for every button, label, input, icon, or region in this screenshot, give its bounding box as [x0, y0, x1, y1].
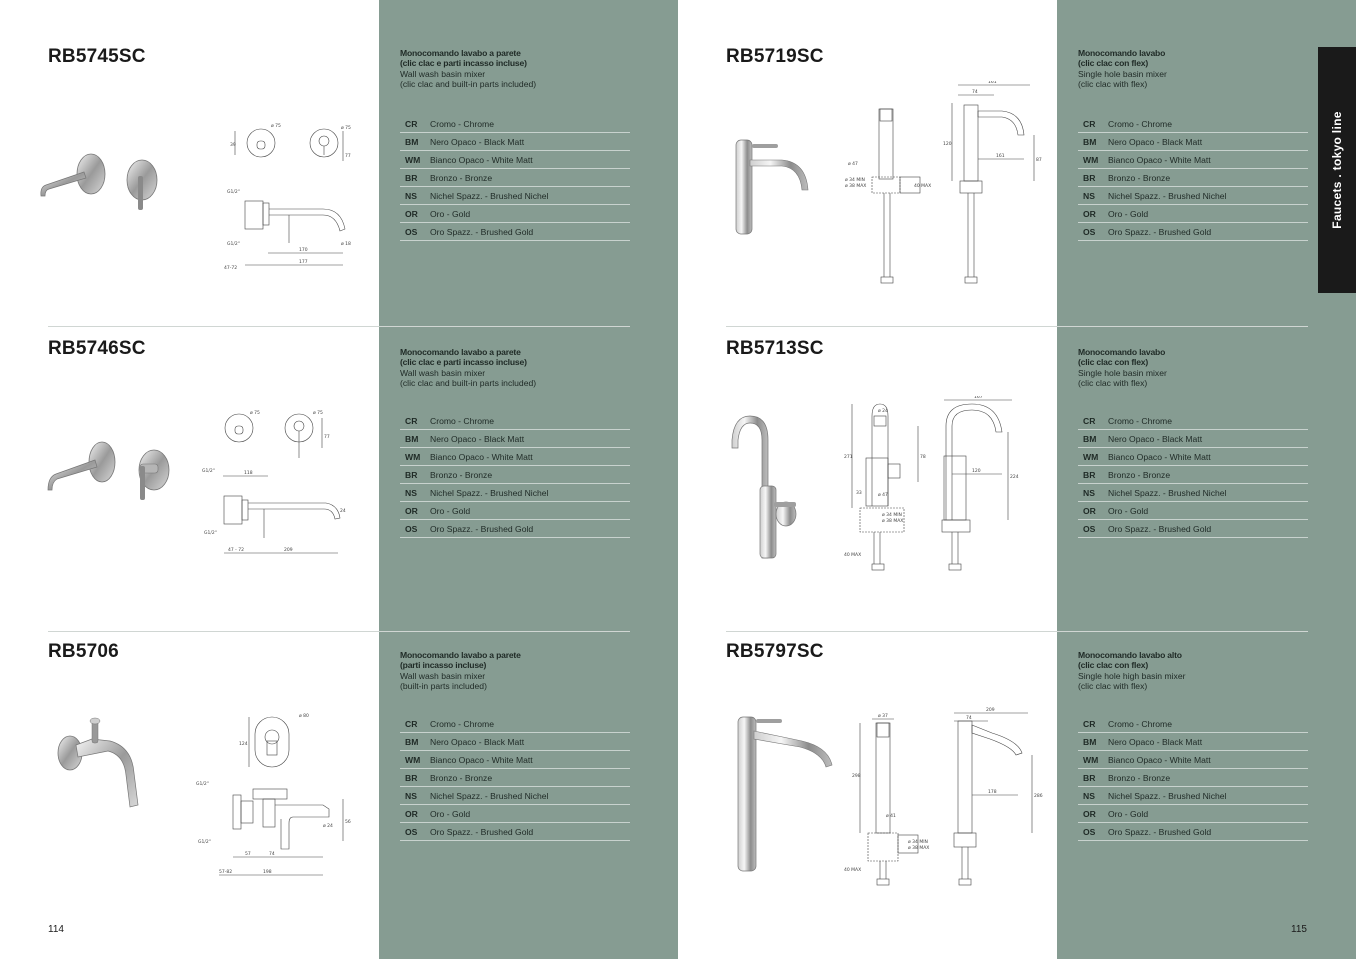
finish-list	[400, 715, 630, 841]
description-en-line1: Single hole basin mixer	[1078, 68, 1167, 79]
svg-text:124: 124	[239, 742, 248, 747]
finish-row	[400, 115, 630, 133]
svg-text:ø 37: ø 37	[878, 714, 888, 719]
svg-text:74: 74	[269, 852, 275, 857]
faucet-photo-icon	[736, 711, 836, 873]
description-en-line1: Wall wash basin mixer	[400, 68, 486, 79]
svg-text:39: 39	[230, 143, 236, 148]
svg-text:120: 120	[943, 142, 952, 147]
finish-row	[400, 466, 630, 484]
description-it-line2: (clic clac con flex)	[1078, 660, 1149, 671]
product-code: RB5706	[48, 641, 119, 662]
finish-name: Oro Spazz. - Brushed Gold	[430, 226, 534, 237]
finish-code: OR	[1083, 208, 1096, 219]
svg-text:ø 75: ø 75	[313, 411, 323, 416]
finish-list	[1078, 115, 1308, 241]
svg-text:ø 80: ø 80	[299, 714, 309, 719]
finish-code: BM	[405, 433, 419, 444]
finish-list	[1078, 715, 1308, 841]
finish-code: WM	[405, 154, 421, 165]
finish-code: CR	[405, 415, 418, 426]
svg-text:ø 38 MAX: ø 38 MAX	[845, 184, 867, 189]
section-tab[interactable]	[1318, 47, 1356, 293]
finish-name: Nichel Spazz. - Brushed Nichel	[430, 190, 549, 201]
finish-code: BM	[1083, 136, 1097, 147]
svg-text:74: 74	[972, 90, 978, 95]
finish-code: BR	[405, 772, 418, 783]
finish-list	[1078, 412, 1308, 538]
finish-row	[1078, 412, 1308, 430]
finish-name: Bianco Opaco - White Matt	[430, 754, 533, 765]
finish-name: Oro Spazz. - Brushed Gold	[1108, 226, 1212, 237]
description-it-line1: Monocomando lavabo	[1078, 347, 1166, 357]
finish-code: BM	[405, 136, 419, 147]
svg-text:224: 224	[1010, 475, 1019, 480]
finish-name: Cromo - Chrome	[430, 415, 494, 426]
svg-text:G1/2": G1/2"	[227, 242, 240, 247]
product-rb5706	[0, 641, 678, 941]
finish-row	[400, 484, 630, 502]
finish-name: Nichel Spazz. - Brushed Nichel	[430, 790, 549, 801]
svg-text:ø 38 MAX: ø 38 MAX	[908, 846, 930, 851]
product-rb5797sc	[678, 641, 1356, 941]
svg-text:167: 167	[974, 396, 983, 400]
finish-name: Bronzo - Bronze	[430, 772, 493, 783]
finish-row	[400, 733, 630, 751]
svg-text:87: 87	[1036, 158, 1042, 163]
finish-row	[400, 751, 630, 769]
finish-row	[400, 205, 630, 223]
description-it-line2: (clic clac con flex)	[1078, 357, 1149, 368]
finish-name: Oro - Gold	[1108, 208, 1149, 219]
description-en-line2: (clic clac and built-in parts included)	[400, 79, 537, 90]
finish-name: Oro Spazz. - Brushed Gold	[1108, 523, 1212, 534]
finish-code: CR	[405, 118, 418, 129]
finish-code: BR	[405, 172, 418, 183]
description-en-line2: (clic clac with flex)	[1078, 378, 1148, 389]
finish-code: WM	[1083, 154, 1099, 165]
product-code: RB5719SC	[726, 46, 824, 67]
finish-code: BM	[1083, 433, 1097, 444]
finish-row	[400, 151, 630, 169]
svg-text:ø 75: ø 75	[341, 126, 351, 131]
product-code: RB5713SC	[726, 338, 824, 359]
finish-code: OR	[405, 808, 418, 819]
svg-text:40 MAX: 40 MAX	[914, 184, 932, 189]
finish-code: WM	[405, 451, 421, 462]
product-description	[1078, 347, 1308, 389]
finish-code: CR	[1083, 415, 1096, 426]
finish-code: OR	[405, 505, 418, 516]
finish-code: NS	[405, 487, 417, 498]
faucet-photo-icon	[42, 438, 177, 503]
svg-text:ø 18: ø 18	[341, 242, 351, 247]
finish-name: Oro Spazz. - Brushed Gold	[430, 523, 534, 534]
finish-row	[400, 223, 630, 241]
finish-row	[1078, 502, 1308, 520]
technical-drawing-icon	[842, 707, 1052, 889]
finish-row	[1078, 151, 1308, 169]
finish-code: BR	[1083, 772, 1096, 783]
finish-row	[1078, 715, 1308, 733]
description-en-line1: Single hole high basin mixer	[1078, 670, 1186, 681]
svg-text:G1/2": G1/2"	[227, 190, 240, 195]
finish-code: BR	[1083, 172, 1096, 183]
faucet-photo-icon	[726, 410, 816, 560]
svg-text:ø 75: ø 75	[250, 411, 260, 416]
svg-text:ø 34 MIN: ø 34 MIN	[882, 513, 902, 518]
finish-row	[1078, 187, 1308, 205]
finish-list	[400, 115, 630, 241]
finish-name: Bronzo - Bronze	[1108, 469, 1171, 480]
finish-name: Bianco Opaco - White Matt	[1108, 451, 1211, 462]
page-number-left: 114	[48, 924, 64, 935]
finish-row	[400, 448, 630, 466]
finish-code: CR	[405, 718, 418, 729]
description-it-line2: (clic clac e parti incasso incluse)	[400, 357, 527, 368]
section-tab-label: Faucets . tokyo line	[1330, 111, 1344, 229]
technical-drawing-icon	[198, 408, 358, 563]
description-it-line2: (clic clac e parti incasso incluse)	[400, 58, 527, 69]
finish-name: Nichel Spazz. - Brushed Nichel	[1108, 190, 1227, 201]
finish-name: Oro Spazz. - Brushed Gold	[430, 826, 534, 837]
finish-name: Cromo - Chrome	[430, 118, 494, 129]
finish-name: Nichel Spazz. - Brushed Nichel	[1108, 790, 1227, 801]
description-en-line2: (clic clac with flex)	[1078, 681, 1148, 692]
finish-name: Bianco Opaco - White Matt	[430, 451, 533, 462]
svg-text:G1/2": G1/2"	[204, 531, 217, 536]
svg-text:24: 24	[340, 509, 346, 514]
finish-name: Cromo - Chrome	[1108, 718, 1172, 729]
svg-text:118: 118	[244, 471, 253, 476]
finish-name: Bronzo - Bronze	[1108, 772, 1171, 783]
finish-code: NS	[1083, 190, 1095, 201]
finish-row	[1078, 787, 1308, 805]
description-en-line2: (built-in parts included)	[400, 681, 487, 692]
finish-code: NS	[1083, 790, 1095, 801]
finish-row	[400, 715, 630, 733]
description-en-line1: Wall wash basin mixer	[400, 670, 486, 681]
finish-row	[1078, 484, 1308, 502]
finish-row	[1078, 466, 1308, 484]
description-it-line1: Monocomando lavabo a parete	[400, 48, 521, 58]
description-en-line1: Wall wash basin mixer	[400, 367, 486, 378]
finish-code: OS	[405, 523, 418, 534]
finish-name: Nero Opaco - Black Matt	[1108, 136, 1203, 147]
finish-row	[1078, 805, 1308, 823]
svg-text:ø 38 MAX: ø 38 MAX	[882, 519, 904, 524]
finish-name: Nero Opaco - Black Matt	[430, 136, 525, 147]
finish-name: Bronzo - Bronze	[430, 172, 493, 183]
faucet-photo-icon	[734, 134, 814, 238]
finish-code: BM	[405, 736, 419, 747]
finish-name: Bianco Opaco - White Matt	[430, 154, 533, 165]
finish-name: Bronzo - Bronze	[430, 469, 493, 480]
finish-code: WM	[1083, 451, 1099, 462]
finish-name: Nichel Spazz. - Brushed Nichel	[1108, 487, 1227, 498]
finish-code: OS	[1083, 826, 1096, 837]
finish-name: Bianco Opaco - White Matt	[1108, 154, 1211, 165]
finish-name: Cromo - Chrome	[430, 718, 494, 729]
svg-text:77: 77	[324, 435, 330, 440]
finish-code: BR	[1083, 469, 1096, 480]
description-it-line1: Monocomando lavabo a parete	[400, 650, 521, 660]
finish-row	[400, 520, 630, 538]
product-code: RB5745SC	[48, 46, 146, 67]
svg-text:33: 33	[856, 491, 862, 496]
finish-code: BM	[1083, 736, 1097, 747]
svg-text:170: 170	[299, 248, 308, 253]
finish-name: Cromo - Chrome	[1108, 118, 1172, 129]
finish-name: Bianco Opaco - White Matt	[1108, 754, 1211, 765]
finish-name: Nero Opaco - Black Matt	[1108, 736, 1203, 747]
svg-text:56: 56	[345, 820, 351, 825]
finish-code: BR	[405, 469, 418, 480]
finish-code: WM	[405, 754, 421, 765]
finish-name: Oro - Gold	[430, 808, 471, 819]
product-description	[1078, 48, 1308, 90]
svg-text:57: 57	[245, 852, 251, 857]
svg-text:ø 34 MIN: ø 34 MIN	[845, 178, 865, 183]
svg-text:298: 298	[852, 774, 861, 779]
finish-code: CR	[1083, 118, 1096, 129]
finish-row	[400, 187, 630, 205]
technical-drawing-icon	[193, 709, 358, 879]
finish-row	[400, 823, 630, 841]
finish-name: Oro - Gold	[430, 208, 471, 219]
finish-name: Nichel Spazz. - Brushed Nichel	[430, 487, 549, 498]
finish-row	[400, 769, 630, 787]
finish-code: OR	[1083, 505, 1096, 516]
svg-text:161: 161	[996, 154, 1005, 159]
svg-text:209: 209	[986, 708, 995, 713]
finish-row	[1078, 430, 1308, 448]
svg-text:286: 286	[1034, 794, 1043, 799]
svg-text:47-72: 47-72	[224, 266, 238, 271]
product-description	[400, 650, 630, 692]
svg-text:G1/2": G1/2"	[202, 469, 215, 474]
svg-text:120: 120	[972, 469, 981, 474]
product-rb5745sc	[0, 46, 678, 346]
svg-text:G1/2": G1/2"	[198, 840, 211, 845]
finish-row	[400, 412, 630, 430]
finish-row	[1078, 115, 1308, 133]
finish-code: OS	[1083, 226, 1096, 237]
finish-name: Nero Opaco - Black Matt	[1108, 433, 1203, 444]
svg-text:47 - 72: 47 - 72	[228, 548, 244, 553]
finish-row	[1078, 751, 1308, 769]
description-it-line1: Monocomando lavabo	[1078, 48, 1166, 58]
svg-text:ø 24: ø 24	[323, 824, 333, 829]
svg-text:ø 34 MIN: ø 34 MIN	[908, 840, 928, 845]
technical-drawing-icon	[223, 121, 363, 271]
svg-text:40 MAX: 40 MAX	[844, 868, 862, 873]
description-en-line2: (clic clac with flex)	[1078, 79, 1148, 90]
svg-text:161: 161	[988, 81, 997, 85]
svg-text:178: 178	[988, 790, 997, 795]
finish-code: OR	[405, 208, 418, 219]
description-it-line1: Monocomando lavabo alto	[1078, 650, 1182, 660]
product-rb5746sc	[0, 338, 678, 638]
svg-text:74: 74	[966, 716, 972, 721]
finish-row	[1078, 133, 1308, 151]
description-en-line2: (clic clac and built-in parts included)	[400, 378, 537, 389]
svg-text:177: 177	[299, 260, 308, 265]
finish-name: Nero Opaco - Black Matt	[430, 736, 525, 747]
finish-row	[400, 133, 630, 151]
svg-text:ø 24: ø 24	[878, 409, 888, 414]
description-it-line1: Monocomando lavabo a parete	[400, 347, 521, 357]
svg-text:40 MAX: 40 MAX	[844, 553, 862, 558]
svg-text:209: 209	[284, 548, 293, 553]
svg-text:ø 75: ø 75	[271, 124, 281, 129]
svg-text:ø 41: ø 41	[886, 814, 896, 819]
finish-code: OS	[405, 226, 418, 237]
description-en-line1: Single hole basin mixer	[1078, 367, 1167, 378]
finish-row	[1078, 769, 1308, 787]
finish-row	[1078, 205, 1308, 223]
faucet-photo-icon	[36, 150, 166, 220]
svg-text:271: 271	[844, 455, 853, 460]
product-description	[400, 48, 630, 90]
svg-text:78: 78	[920, 455, 926, 460]
product-description	[400, 347, 630, 389]
technical-drawing-icon	[844, 81, 1054, 291]
finish-code: OS	[405, 826, 418, 837]
description-it-line2: (parti incasso incluse)	[400, 660, 487, 671]
finish-name: Oro - Gold	[1108, 808, 1149, 819]
finish-name: Nero Opaco - Black Matt	[430, 433, 525, 444]
finish-row	[1078, 823, 1308, 841]
finish-row	[400, 430, 630, 448]
finish-name: Oro - Gold	[1108, 505, 1149, 516]
product-code: RB5746SC	[48, 338, 146, 359]
finish-row	[1078, 520, 1308, 538]
finish-code: CR	[1083, 718, 1096, 729]
finish-list	[400, 412, 630, 538]
finish-code: WM	[1083, 754, 1099, 765]
svg-text:ø 47: ø 47	[878, 493, 888, 498]
product-description	[1078, 650, 1308, 692]
finish-row	[1078, 169, 1308, 187]
finish-code: NS	[405, 190, 417, 201]
technical-drawing-icon	[842, 396, 1042, 576]
finish-code: NS	[405, 790, 417, 801]
finish-row	[400, 805, 630, 823]
finish-name: Bronzo - Bronze	[1108, 172, 1171, 183]
svg-text:77: 77	[345, 154, 351, 159]
finish-code: NS	[1083, 487, 1095, 498]
svg-text:ø 47: ø 47	[848, 162, 858, 167]
product-rb5719sc	[678, 46, 1356, 346]
finish-code: OS	[1083, 523, 1096, 534]
finish-row	[400, 169, 630, 187]
page-number-right: 115	[1291, 924, 1307, 935]
finish-name: Oro Spazz. - Brushed Gold	[1108, 826, 1212, 837]
finish-row	[1078, 223, 1308, 241]
finish-row	[400, 787, 630, 805]
faucet-photo-icon	[52, 715, 144, 815]
finish-row	[400, 502, 630, 520]
svg-text:198: 198	[263, 870, 272, 875]
product-rb5713sc	[678, 338, 1356, 638]
product-code: RB5797SC	[726, 641, 824, 662]
finish-code: OR	[1083, 808, 1096, 819]
finish-name: Cromo - Chrome	[1108, 415, 1172, 426]
svg-text:57-82: 57-82	[219, 870, 233, 875]
right-page	[678, 0, 1356, 959]
finish-row	[1078, 448, 1308, 466]
finish-row	[1078, 733, 1308, 751]
finish-name: Oro - Gold	[430, 505, 471, 516]
svg-text:G1/2": G1/2"	[196, 782, 209, 787]
description-it-line2: (clic clac con flex)	[1078, 58, 1149, 69]
